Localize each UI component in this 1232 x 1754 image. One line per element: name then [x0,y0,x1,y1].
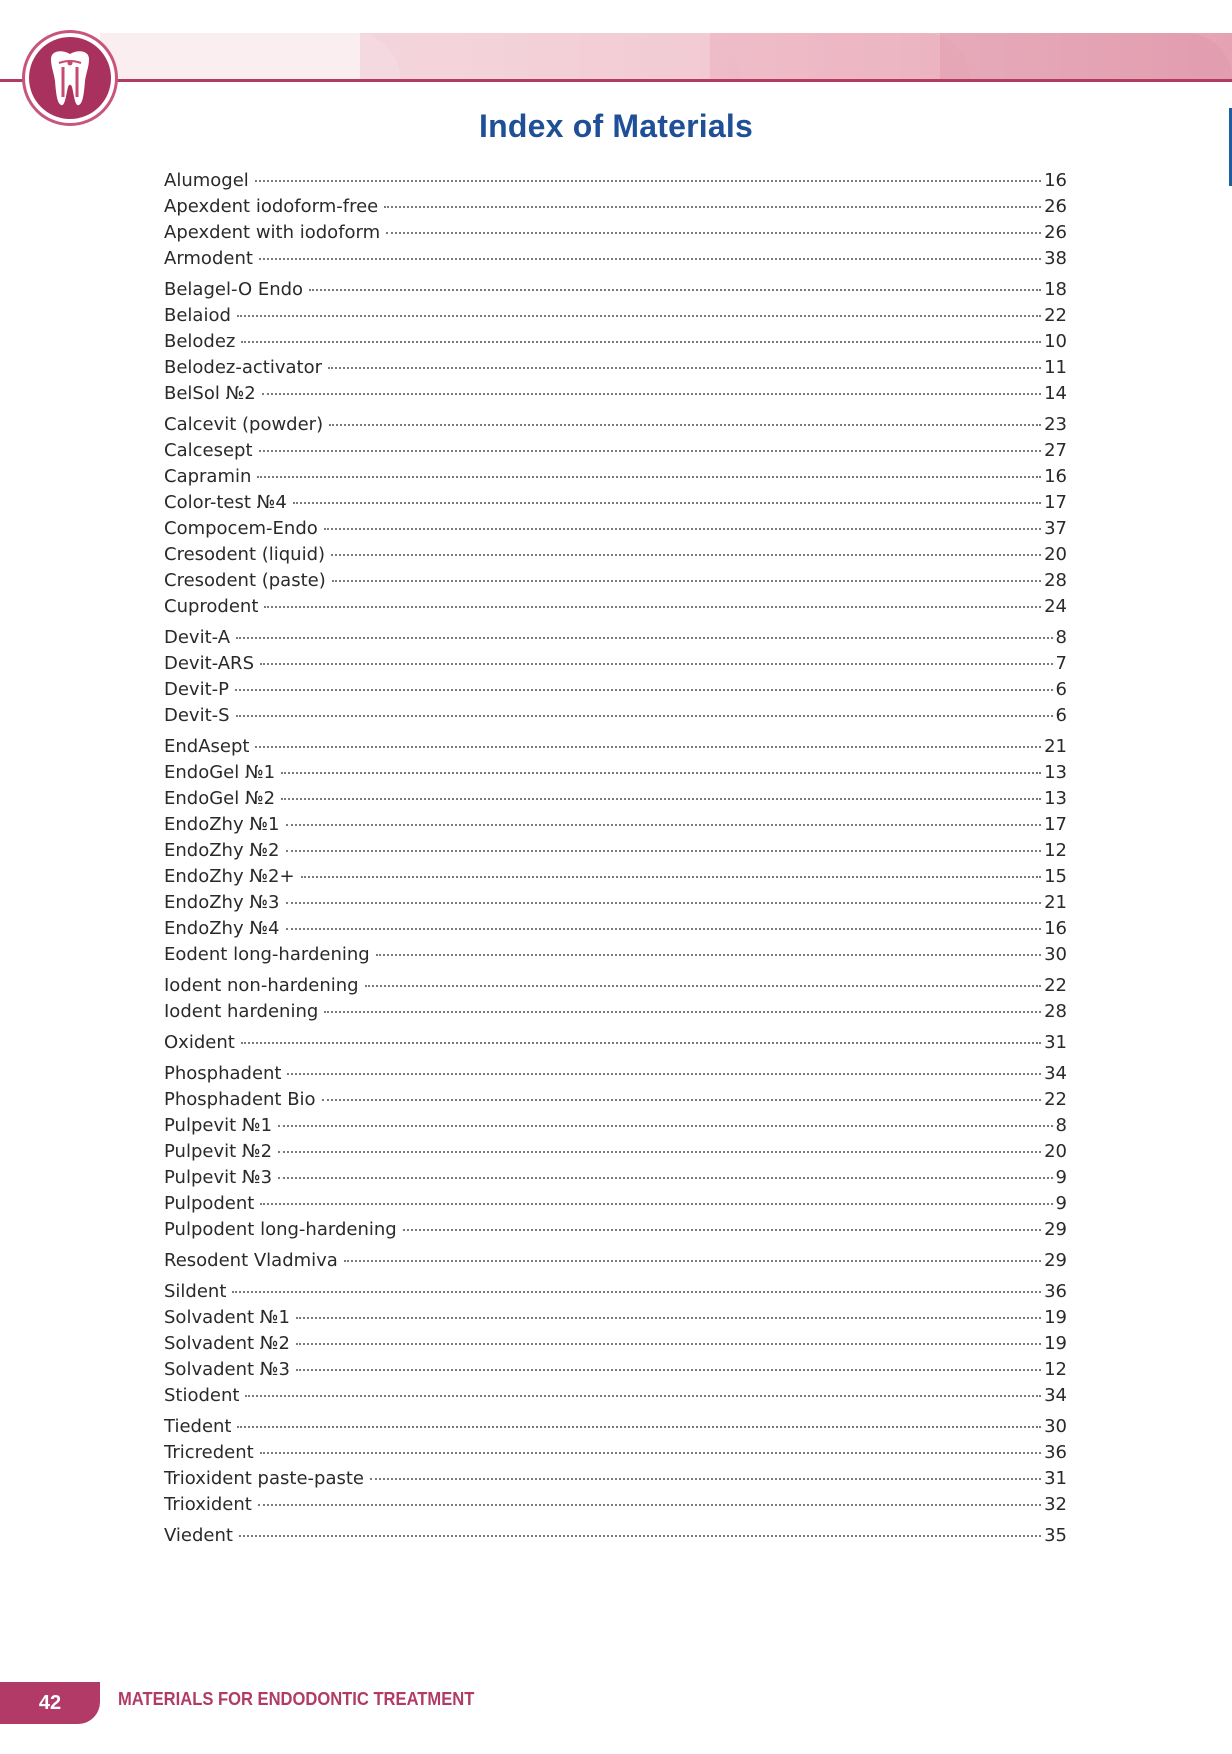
dot-leader [237,315,1041,317]
index-entry-name: Belodez [164,331,236,352]
index-entry-page: 15 [1044,866,1067,887]
index-entry-name: Solvadent №3 [164,1359,290,1380]
index-entry [164,944,1067,970]
dot-leader [365,985,1041,987]
index-entry-name: Stiodent [164,1385,240,1406]
dot-leader [322,1099,1042,1101]
index-entry-page: 8 [1055,1115,1067,1136]
index-entry-page: 12 [1044,1359,1067,1380]
index-entry [164,1307,1067,1333]
dot-leader [286,850,1042,852]
index-entry [164,440,1067,466]
index-entry-name: Apexdent iodoform-free [164,196,379,217]
index-entry-page: 29 [1044,1219,1067,1240]
index-entry-page: 23 [1044,414,1067,435]
index-entry [164,357,1067,383]
materials-index [164,170,1067,1551]
index-entry-page: 34 [1044,1063,1067,1084]
index-entry [164,196,1067,222]
index-entry [164,1219,1067,1245]
index-entry-name: EndoGel №2 [164,788,276,809]
dot-leader [232,1291,1041,1293]
index-entry [164,544,1067,570]
index-entry-name: Trioxident paste-paste [164,1468,364,1489]
index-entry-page: 21 [1044,736,1067,757]
dot-leader [328,367,1041,369]
index-entry [164,1525,1067,1551]
index-entry-page: 22 [1044,305,1067,326]
index-entry-page: 28 [1044,1001,1067,1022]
dot-leader [236,715,1053,717]
dot-leader [287,1073,1041,1075]
banner-wave [710,33,970,79]
index-entry [164,814,1067,840]
index-entry [164,975,1067,1001]
dot-leader [278,1177,1052,1179]
index-entry-name: Color-test №4 [164,492,287,513]
index-entry [164,627,1067,653]
dot-leader [324,528,1041,530]
index-entry-page: 14 [1044,383,1067,404]
dot-leader [236,637,1052,639]
index-entry-page: 32 [1044,1494,1067,1515]
index-entry-page: 19 [1044,1307,1067,1328]
index-entry-page: 27 [1044,440,1067,461]
index-entry-page: 37 [1044,518,1067,539]
index-entry [164,866,1067,892]
dot-leader [286,902,1042,904]
index-entry [164,492,1067,518]
index-entry [164,518,1067,544]
index-entry-name: Tiedent [164,1416,232,1437]
index-entry-page: 16 [1044,918,1067,939]
index-entry [164,1281,1067,1307]
dot-leader [403,1229,1041,1231]
index-entry-page: 36 [1044,1442,1067,1463]
dot-leader [324,1011,1041,1013]
index-entry-name: EndoZhy №3 [164,892,280,913]
index-entry [164,279,1067,305]
index-entry-name: Belodez-activator [164,357,323,378]
index-entry-page: 28 [1044,570,1067,591]
dot-leader [293,502,1041,504]
dot-leader [241,341,1041,343]
index-entry [164,222,1067,248]
index-entry-name: Resodent Vladmiva [164,1250,338,1271]
index-entry-name: EndoZhy №2 [164,840,280,861]
banner-wave [940,33,1232,79]
index-entry-page: 9 [1055,1167,1067,1188]
index-entry-page: 6 [1055,705,1067,726]
index-entry-page: 20 [1044,1141,1067,1162]
dot-leader [264,606,1041,608]
index-entry-name: Trioxident [164,1494,252,1515]
index-entry-name: Oxident [164,1032,235,1053]
index-entry-name: Apexdent with iodoform [164,222,381,243]
index-entry-page: 31 [1044,1032,1067,1053]
index-entry [164,679,1067,705]
index-entry-page: 6 [1055,679,1067,700]
dot-leader [331,554,1041,556]
dot-leader [370,1478,1041,1480]
dot-leader [281,772,1041,774]
index-entry-name: Solvadent №2 [164,1333,290,1354]
dot-leader [296,1343,1041,1345]
running-footer-title: MATERIALS FOR ENDODONTIC TREATMENT [118,1689,475,1709]
index-entry [164,331,1067,357]
dot-leader [386,232,1041,234]
index-entry-name: Cresodent (liquid) [164,544,326,565]
index-entry [164,736,1067,762]
index-entry-page: 19 [1044,1333,1067,1354]
index-entry [164,570,1067,596]
index-entry-name: BelSol №2 [164,383,256,404]
index-entry-page: 7 [1055,653,1067,674]
index-entry [164,918,1067,944]
index-entry [164,653,1067,679]
index-entry-name: Phosphadent Bio [164,1089,316,1110]
index-entry-page: 26 [1044,222,1067,243]
dot-leader [301,876,1042,878]
index-entry [164,1250,1067,1276]
index-entry-name: Devit-P [164,679,229,700]
index-entry [164,788,1067,814]
dot-leader [235,689,1053,691]
index-entry-name: Devit-A [164,627,231,648]
index-entry-name: EndoZhy №2+ [164,866,295,887]
index-entry [164,762,1067,788]
index-entry [164,383,1067,409]
index-entry [164,1494,1067,1520]
index-entry [164,892,1067,918]
index-entry [164,1359,1067,1385]
index-entry-name: Calcevit (powder) [164,414,324,435]
index-entry-name: Tricredent [164,1442,254,1463]
index-entry-page: 13 [1044,762,1067,783]
header-banner [100,33,1232,79]
index-entry-page: 30 [1044,944,1067,965]
dot-leader [281,798,1041,800]
dot-leader [260,1203,1052,1205]
index-entry-page: 26 [1044,196,1067,217]
index-entry [164,1063,1067,1089]
index-entry [164,1442,1067,1468]
index-entry-page: 18 [1044,279,1067,300]
dot-leader [278,1151,1041,1153]
index-entry-page: 24 [1044,596,1067,617]
index-entry-page: 22 [1044,975,1067,996]
index-entry-name: Pulpodent long-hardening [164,1219,397,1240]
index-entry-name: Devit-ARS [164,653,254,674]
index-entry-page: 34 [1044,1385,1067,1406]
index-entry-name: EndoZhy №1 [164,814,280,835]
index-entry-name: Viedent [164,1525,233,1546]
index-entry-name: Iodent hardening [164,1001,319,1022]
index-entry [164,414,1067,440]
page-number: 42 [38,1692,62,1714]
index-entry-name: Capramin [164,466,252,487]
index-entry [164,1115,1067,1141]
index-entry [164,840,1067,866]
dot-leader [255,746,1041,748]
index-entry [164,1001,1067,1027]
index-entry [164,248,1067,274]
dot-leader [262,393,1041,395]
index-entry-name: Solvadent №1 [164,1307,290,1328]
index-entry [164,466,1067,492]
dot-leader [260,1452,1041,1454]
index-entry-page: 29 [1044,1250,1067,1271]
dot-leader [376,954,1041,956]
index-entry-page: 22 [1044,1089,1067,1110]
index-entry-page: 38 [1044,248,1067,269]
dot-leader [260,663,1053,665]
index-entry-page: 35 [1044,1525,1067,1546]
index-entry-page: 16 [1044,170,1067,191]
dot-leader [257,476,1041,478]
index-entry-page: 10 [1044,331,1067,352]
index-entry [164,705,1067,731]
dot-leader [332,580,1041,582]
logo-disc [29,37,111,119]
index-entry-page: 12 [1044,840,1067,861]
index-entry-name: Compocem-Endo [164,518,318,539]
index-entry [164,170,1067,196]
index-entry-name: Armodent [164,248,253,269]
index-entry-name: Calcesept [164,440,253,461]
index-entry-name: Belaiod [164,305,231,326]
index-entry-page: 16 [1044,466,1067,487]
index-entry-name: Phosphadent [164,1063,282,1084]
index-entry [164,1141,1067,1167]
index-entry-name: Belagel-O Endo [164,279,304,300]
index-entry-page: 20 [1044,544,1067,565]
dot-leader [239,1535,1041,1537]
index-entry-name: Iodent non-hardening [164,975,359,996]
header-rule [0,79,1232,82]
index-entry-page: 11 [1044,357,1067,378]
dot-leader [237,1426,1041,1428]
dot-leader [329,424,1041,426]
banner-wave [100,33,400,79]
index-entry [164,1089,1067,1115]
dot-leader [344,1260,1041,1262]
index-entry-name: Pulpodent [164,1193,255,1214]
index-entry [164,596,1067,622]
index-entry [164,305,1067,331]
banner-wave [360,33,740,79]
index-entry-name: Eodent long-hardening [164,944,370,965]
index-entry-page: 17 [1044,814,1067,835]
index-entry-page: 17 [1044,492,1067,513]
index-entry-page: 13 [1044,788,1067,809]
index-entry-name: EndoZhy №4 [164,918,280,939]
dot-leader [384,206,1041,208]
index-entry-page: 9 [1055,1193,1067,1214]
index-entry-page: 36 [1044,1281,1067,1302]
index-entry [164,1167,1067,1193]
index-entry-name: Pulpevit №3 [164,1167,273,1188]
dot-leader [255,180,1041,182]
index-entry [164,1032,1067,1058]
dot-leader [286,928,1042,930]
index-entry-page: 21 [1044,892,1067,913]
index-entry [164,1385,1067,1411]
dot-leader [241,1042,1041,1044]
index-entry-name: Devit-S [164,705,230,726]
index-entry-name: EndoGel №1 [164,762,276,783]
dot-leader [286,824,1042,826]
dot-leader [296,1317,1041,1319]
index-entry [164,1468,1067,1494]
dot-leader [259,258,1041,260]
index-entry-page: 30 [1044,1416,1067,1437]
dot-leader [309,289,1041,291]
index-entry-name: Cuprodent [164,596,259,617]
index-entry [164,1416,1067,1442]
index-entry-name: Pulpevit №2 [164,1141,273,1162]
dot-leader [296,1369,1041,1371]
dot-leader [259,450,1042,452]
index-entry-name: Cresodent (paste) [164,570,326,591]
tooth-logo-icon [29,37,111,119]
page-title: Index of Materials [479,108,753,144]
index-entry-page: 31 [1044,1468,1067,1489]
dot-leader [278,1125,1052,1127]
dot-leader [245,1395,1041,1397]
index-entry-page: 8 [1055,627,1067,648]
dot-leader [258,1504,1041,1506]
index-entry-name: Alumogel [164,170,249,191]
index-entry-name: EndAsept [164,736,250,757]
index-entry-name: Sildent [164,1281,227,1302]
index-entry [164,1193,1067,1219]
index-entry [164,1333,1067,1359]
index-entry-name: Pulpevit №1 [164,1115,273,1136]
